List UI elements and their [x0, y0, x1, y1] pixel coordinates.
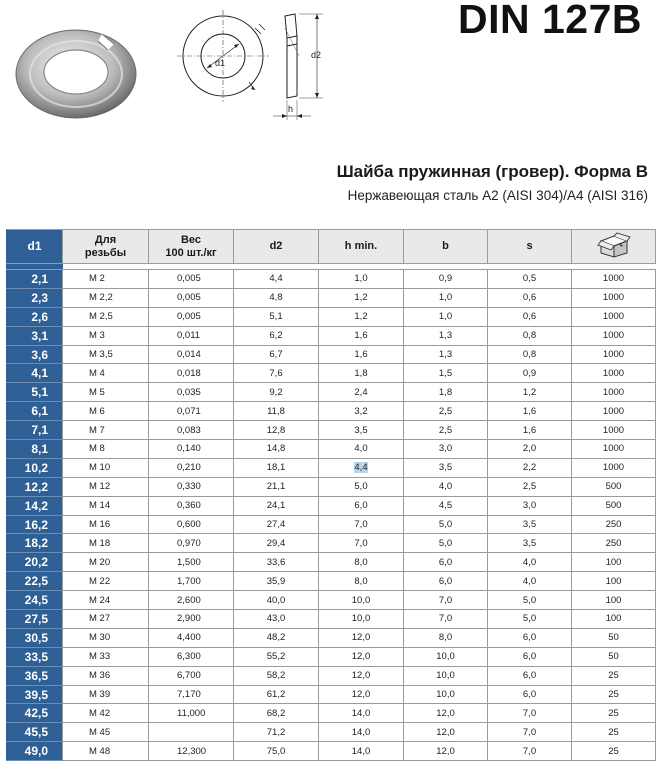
cell-pack: 25: [572, 667, 656, 686]
cell-d1: 3,1: [6, 327, 63, 346]
table-row: [6, 516, 656, 535]
table-row: [6, 648, 656, 667]
cell-b: 2,5: [404, 421, 488, 440]
cell-thread: M 10: [63, 459, 149, 478]
cell-pack: 1000: [572, 308, 656, 327]
product-name: Шайба пружинная (гровер). Форма В: [336, 162, 648, 181]
cell-pack: 1000: [572, 421, 656, 440]
cell-weight: 11,000: [149, 704, 234, 723]
cell-thread: M 18: [63, 534, 149, 553]
cell-b: 7,0: [404, 591, 488, 610]
cell-h: 12,0: [319, 667, 404, 686]
cell-d1: 30,5: [6, 629, 63, 648]
table-row: [6, 534, 656, 553]
cell-b: 10,0: [404, 667, 488, 686]
cell-b: 1,3: [404, 346, 488, 365]
table-row: [6, 440, 656, 459]
cell-b: 10,0: [404, 648, 488, 667]
header-thread-line2: резьбы: [84, 246, 127, 259]
cell-s: 4,0: [488, 553, 572, 572]
cell-d2: 29,4: [234, 534, 319, 553]
cell-d2: 5,1: [234, 308, 319, 327]
cell-h: 14,0: [319, 723, 404, 742]
cell-b: 8,0: [404, 629, 488, 648]
cell-d2: 9,2: [234, 383, 319, 402]
cell-d1: 42,5: [6, 704, 63, 723]
cell-b: 1,5: [404, 364, 488, 383]
header-d2: d2: [234, 229, 319, 264]
cell-pack: 1000: [572, 364, 656, 383]
cell-s: 5,0: [488, 610, 572, 629]
cell-weight: 0,014: [149, 346, 234, 365]
cell-h: 7,0: [319, 534, 404, 553]
table-row: [6, 610, 656, 629]
cell-pack: 100: [572, 572, 656, 591]
cell-s: 0,8: [488, 327, 572, 346]
cell-b: 0,9: [404, 269, 488, 289]
cell-b: 1,0: [404, 289, 488, 308]
cell-s: 4,0: [488, 572, 572, 591]
cell-thread: M 42: [63, 704, 149, 723]
cell-weight: 0,011: [149, 327, 234, 346]
cell-pack: 100: [572, 553, 656, 572]
cell-weight: 2,900: [149, 610, 234, 629]
washer-photo: [10, 14, 140, 124]
cell-d1: 2,1: [6, 269, 63, 289]
cell-h: 5,0: [319, 478, 404, 497]
cell-s: 1,2: [488, 383, 572, 402]
header-weight-line1: Вес: [180, 233, 202, 246]
cell-s: 2,5: [488, 478, 572, 497]
cell-h: 10,0: [319, 591, 404, 610]
header-row: [6, 229, 656, 264]
cell-d2: 40,0: [234, 591, 319, 610]
cell-d2: 4,4: [234, 269, 319, 289]
cell-h: 1,6: [319, 327, 404, 346]
cell-thread: M 22: [63, 572, 149, 591]
cell-weight: 0,360: [149, 497, 234, 516]
cell-b: 3,5: [404, 459, 488, 478]
cell-pack: 1000: [572, 402, 656, 421]
cell-pack: 100: [572, 610, 656, 629]
cell-pack: 1000: [572, 346, 656, 365]
cell-h: 14,0: [319, 742, 404, 761]
h-label: h: [288, 104, 294, 114]
cell-s: 0,8: [488, 346, 572, 365]
cell-weight: 0,083: [149, 421, 234, 440]
cell-h: 4,0: [319, 440, 404, 459]
cell-d2: 55,2: [234, 648, 319, 667]
cell-weight: 12,300: [149, 742, 234, 761]
cell-weight: 6,700: [149, 667, 234, 686]
cell-d1: 24,5: [6, 591, 63, 610]
table-row: [6, 421, 656, 440]
cell-thread: M 5: [63, 383, 149, 402]
cell-pack: 25: [572, 686, 656, 705]
cell-d1: 14,2: [6, 497, 63, 516]
material-line: Нержавеющая сталь А2 (AISI 304)/А4 (AISI 316): [347, 188, 648, 203]
cell-pack: 25: [572, 704, 656, 723]
cell-d1: 3,6: [6, 346, 63, 365]
cell-d1: 49,0: [6, 742, 63, 761]
cell-weight: 0,035: [149, 383, 234, 402]
cell-weight: 2,600: [149, 591, 234, 610]
table-row: [6, 364, 656, 383]
spec-table: [6, 229, 656, 761]
cell-thread: M 7: [63, 421, 149, 440]
cell-h: 12,0: [319, 629, 404, 648]
cell-h: 6,0: [319, 497, 404, 516]
cell-d1: 7,1: [6, 421, 63, 440]
cell-d1: 2,6: [6, 308, 63, 327]
cell-d2: 6,7: [234, 346, 319, 365]
table-row: [6, 704, 656, 723]
cell-b: 12,0: [404, 704, 488, 723]
cell-thread: M 12: [63, 478, 149, 497]
cell-d2: 14,8: [234, 440, 319, 459]
cell-pack: 1000: [572, 269, 656, 289]
table-row: [6, 327, 656, 346]
cell-h: 14,0: [319, 704, 404, 723]
cell-s: 0,5: [488, 269, 572, 289]
cell-d1: 6,1: [6, 402, 63, 421]
cell-weight: 0,005: [149, 289, 234, 308]
header-weight: [149, 229, 234, 264]
cell-d2: 75,0: [234, 742, 319, 761]
cell-thread: M 20: [63, 553, 149, 572]
table-row: [6, 591, 656, 610]
subtitle-block: [337, 162, 648, 203]
cell-d2: 27,4: [234, 516, 319, 535]
cell-thread: M 3: [63, 327, 149, 346]
cell-thread: M 8: [63, 440, 149, 459]
cell-weight: 0,071: [149, 402, 234, 421]
cell-s: 0,9: [488, 364, 572, 383]
cell-weight: 0,330: [149, 478, 234, 497]
cell-d2: 61,2: [234, 686, 319, 705]
table-row: [6, 459, 656, 478]
cell-s: 3,5: [488, 516, 572, 535]
cell-h: [319, 459, 404, 478]
cell-pack: 1000: [572, 440, 656, 459]
table-row: [6, 629, 656, 648]
cell-thread: M 30: [63, 629, 149, 648]
table-row: [6, 478, 656, 497]
table-row: [6, 686, 656, 705]
cell-s: 7,0: [488, 723, 572, 742]
cell-weight: 7,170: [149, 686, 234, 705]
cell-s: 6,0: [488, 648, 572, 667]
table-row: [6, 383, 656, 402]
header-s: s: [488, 229, 572, 264]
cell-h: 1,6: [319, 346, 404, 365]
cell-pack: 500: [572, 478, 656, 497]
cell-pack: 250: [572, 516, 656, 535]
cell-d2: 21,1: [234, 478, 319, 497]
cell-weight: 0,005: [149, 269, 234, 289]
cell-h: 8,0: [319, 572, 404, 591]
cell-thread: M 24: [63, 591, 149, 610]
table-row: [6, 402, 656, 421]
table-row: [6, 308, 656, 327]
cell-weight: 1,500: [149, 553, 234, 572]
cell-d2: 4,8: [234, 289, 319, 308]
cell-weight: 0,140: [149, 440, 234, 459]
cell-b: 6,0: [404, 572, 488, 591]
cell-pack: 50: [572, 648, 656, 667]
page-title: DIN 127B: [457, 0, 642, 42]
cell-d2: 43,0: [234, 610, 319, 629]
cell-d2: 48,2: [234, 629, 319, 648]
cell-d1: 22,5: [6, 572, 63, 591]
cell-b: 12,0: [404, 723, 488, 742]
header-d1: d1: [6, 229, 63, 264]
cell-thread: M 4: [63, 364, 149, 383]
table-row: [6, 742, 656, 761]
washer-drawing: [175, 6, 335, 126]
cell-pack: 25: [572, 723, 656, 742]
cell-thread: M 33: [63, 648, 149, 667]
cell-h: 3,5: [319, 421, 404, 440]
cell-b: 7,0: [404, 610, 488, 629]
cell-s: 7,0: [488, 742, 572, 761]
cell-d2: 35,9: [234, 572, 319, 591]
cell-weight: 4,400: [149, 629, 234, 648]
cell-h: 8,0: [319, 553, 404, 572]
cell-h: 12,0: [319, 686, 404, 705]
cell-h: 1,8: [319, 364, 404, 383]
cell-d1: 36,5: [6, 667, 63, 686]
header-weight-line2: 100 шт./кг: [165, 246, 217, 259]
cell-b: 5,0: [404, 516, 488, 535]
cell-b: 1,8: [404, 383, 488, 402]
cell-b: 3,0: [404, 440, 488, 459]
cell-d1: 4,1: [6, 364, 63, 383]
cell-d2: 6,2: [234, 327, 319, 346]
table-row: [6, 289, 656, 308]
cell-d1: 8,1: [6, 440, 63, 459]
header-thread: [63, 229, 149, 264]
cell-weight: 0,018: [149, 364, 234, 383]
cell-thread: M 2: [63, 269, 149, 289]
header-h: h min.: [319, 229, 404, 264]
cell-pack: 1000: [572, 289, 656, 308]
cell-d2: 18,1: [234, 459, 319, 478]
cell-pack: 1000: [572, 459, 656, 478]
cell-b: 5,0: [404, 534, 488, 553]
cell-weight: 0,210: [149, 459, 234, 478]
cell-weight: 6,300: [149, 648, 234, 667]
header-b: b: [404, 229, 488, 264]
table-row: [6, 723, 656, 742]
cell-s: 7,0: [488, 704, 572, 723]
box-icon: [597, 232, 631, 258]
cell-h: 3,2: [319, 402, 404, 421]
cell-s: 3,0: [488, 497, 572, 516]
header-pack: [572, 229, 656, 264]
cell-s: 0,6: [488, 308, 572, 327]
cell-s: 0,6: [488, 289, 572, 308]
cell-thread: M 48: [63, 742, 149, 761]
cell-b: 4,5: [404, 497, 488, 516]
cell-thread: M 3,5: [63, 346, 149, 365]
cell-weight: 0,005: [149, 308, 234, 327]
cell-h: 1,2: [319, 289, 404, 308]
cell-pack: 100: [572, 591, 656, 610]
cell-b: 10,0: [404, 686, 488, 705]
cell-weight: [149, 723, 234, 742]
cell-h: 12,0: [319, 648, 404, 667]
table-row: [6, 553, 656, 572]
cell-h: 10,0: [319, 610, 404, 629]
cell-b: 1,3: [404, 327, 488, 346]
cell-s: 5,0: [488, 591, 572, 610]
cell-pack: 500: [572, 497, 656, 516]
cell-thread: M 16: [63, 516, 149, 535]
cell-s: 6,0: [488, 686, 572, 705]
cell-d1: 45,5: [6, 723, 63, 742]
cell-b: 1,0: [404, 308, 488, 327]
cell-thread: M 2,2: [63, 289, 149, 308]
d2-label: d2: [311, 50, 322, 60]
table-row: [6, 269, 656, 289]
cell-d1: 39,5: [6, 686, 63, 705]
cell-weight: 0,970: [149, 534, 234, 553]
d1-label: d1: [215, 58, 226, 68]
cell-d1: 12,2: [6, 478, 63, 497]
cell-h: 1,2: [319, 308, 404, 327]
cell-weight: 0,600: [149, 516, 234, 535]
cell-d1: 18,2: [6, 534, 63, 553]
cell-d2: 7,6: [234, 364, 319, 383]
cell-d2: 24,1: [234, 497, 319, 516]
cell-d2: 71,2: [234, 723, 319, 742]
cell-pack: 1000: [572, 327, 656, 346]
cell-b: 2,5: [404, 402, 488, 421]
cell-d2: 11,8: [234, 402, 319, 421]
table-row: [6, 346, 656, 365]
cell-d2: 68,2: [234, 704, 319, 723]
cell-pack: 25: [572, 742, 656, 761]
cell-thread: M 27: [63, 610, 149, 629]
cell-pack: 1000: [572, 383, 656, 402]
cell-d2: 58,2: [234, 667, 319, 686]
header-thread-line1: Для: [94, 233, 117, 246]
cell-weight: 1,700: [149, 572, 234, 591]
cell-thread: M 39: [63, 686, 149, 705]
cell-thread: M 36: [63, 667, 149, 686]
cell-s: 6,0: [488, 629, 572, 648]
cell-d2: 12,8: [234, 421, 319, 440]
cell-d1: 20,2: [6, 553, 63, 572]
cell-thread: M 6: [63, 402, 149, 421]
cell-s: 6,0: [488, 667, 572, 686]
cell-h: 2,4: [319, 383, 404, 402]
cell-d1: 27,5: [6, 610, 63, 629]
cell-thread: M 14: [63, 497, 149, 516]
cell-d1: 10,2: [6, 459, 63, 478]
table-row: [6, 497, 656, 516]
cell-b: 12,0: [404, 742, 488, 761]
cell-d1: 2,3: [6, 289, 63, 308]
cell-d1: 16,2: [6, 516, 63, 535]
cell-thread: M 45: [63, 723, 149, 742]
cell-s: 1,6: [488, 402, 572, 421]
cell-s: 2,2: [488, 459, 572, 478]
cell-pack: 250: [572, 534, 656, 553]
cell-d1: 5,1: [6, 383, 63, 402]
cell-d1: 33,5: [6, 648, 63, 667]
cell-h: 7,0: [319, 516, 404, 535]
cell-s: 2,0: [488, 440, 572, 459]
cell-b: 6,0: [404, 553, 488, 572]
cell-h: 1,0: [319, 269, 404, 289]
cell-d2: 33,6: [234, 553, 319, 572]
cell-b: 4,0: [404, 478, 488, 497]
cell-thread: M 2,5: [63, 308, 149, 327]
cell-s: 3,5: [488, 534, 572, 553]
cell-pack: 50: [572, 629, 656, 648]
table-row: [6, 572, 656, 591]
cell-s: 1,6: [488, 421, 572, 440]
highlighted-value: 4,4: [354, 462, 368, 474]
table-row: [6, 667, 656, 686]
